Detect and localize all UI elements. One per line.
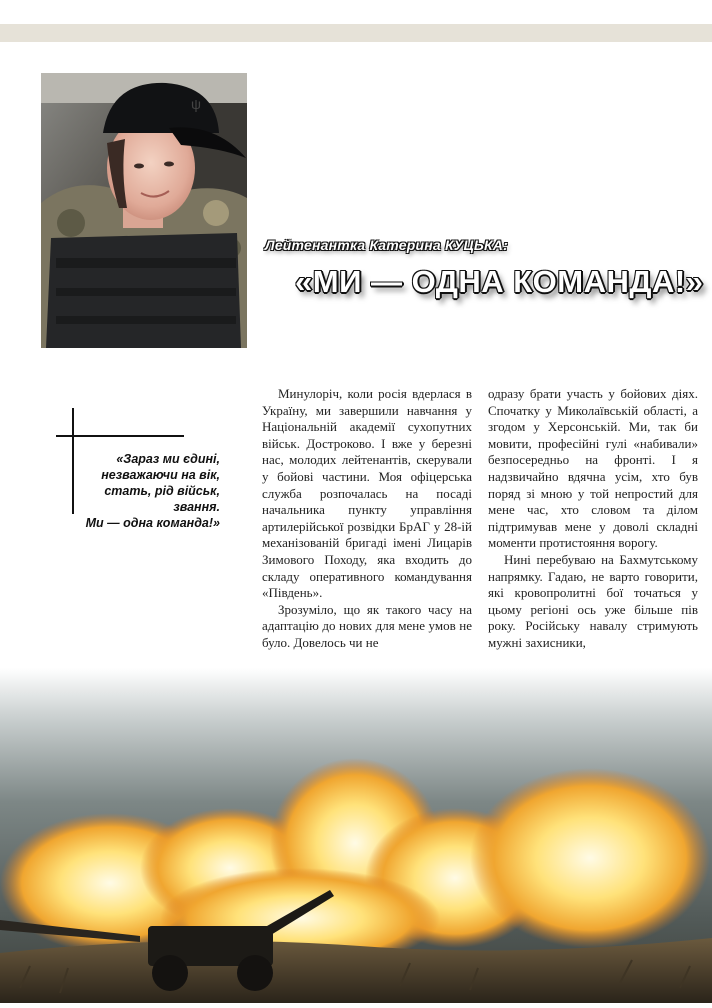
pull-quote-line: Ми — одна команда!» <box>85 516 220 530</box>
pull-quote-line: «Зараз ми єдині, <box>116 452 220 466</box>
quote-horizontal-rule <box>56 435 184 437</box>
artillery-fire-photo <box>0 668 712 1003</box>
paragraph: одразу брати участь у бойових діях. Спочатку у Миколаївській області, а згодом у Херсонській. Ми, так би мовити, професійні гулі «набивали» безпосередньо на фронті. І я надзвичайно вдячна усім, хто був поряд зі мною у той непростий для мене час, хто словом та ділом підтримував мене у доволі складні моменти протистояння ворогу. <box>488 386 698 551</box>
svg-text:ψ: ψ <box>191 96 201 112</box>
pull-quote <box>64 451 220 531</box>
pull-quote-line: звання. <box>173 500 220 514</box>
article-headline: «МИ — ОДНА КОМАНДА!» <box>295 264 704 299</box>
paragraph: Минулоріч, коли росія вдерлася в Україну, ми завершили навчання у Національній академії сухопутних військ. Достроково. І вже у березні нас, молодих лейтенантів, скерували у бойові частини. Моя офіцерська служба розпочалась на посаді начальника пункту управління артилерійської розвідки БрАГ у 28-ій механізованій бригаді імені Лицарів Зимового Походу, яка входить до складу оперативного командування «Південь». <box>262 386 472 601</box>
top-band <box>0 24 712 42</box>
portrait-photo <box>41 73 247 348</box>
article-column-1 <box>262 386 472 652</box>
pull-quote-line: стать, рід військ, <box>104 484 220 498</box>
article-subtitle: Лейтенантка Катерина КУЦЬКА: <box>265 237 508 253</box>
article-column-2 <box>488 386 698 652</box>
paragraph: Нині перебуваю на Бахмутському напрямку. Гадаю, не варто говорити, які кровопролитні бої точаться у цьому регіоні ось уже більше пів року. Російську навалу стримують мужні захисники, <box>488 551 698 650</box>
paragraph: Зрозуміло, що як такого часу на адаптацію до нових для мене умов не було. Довелось чи не <box>262 601 472 650</box>
pull-quote-line: незважаючи на вік, <box>101 468 220 482</box>
